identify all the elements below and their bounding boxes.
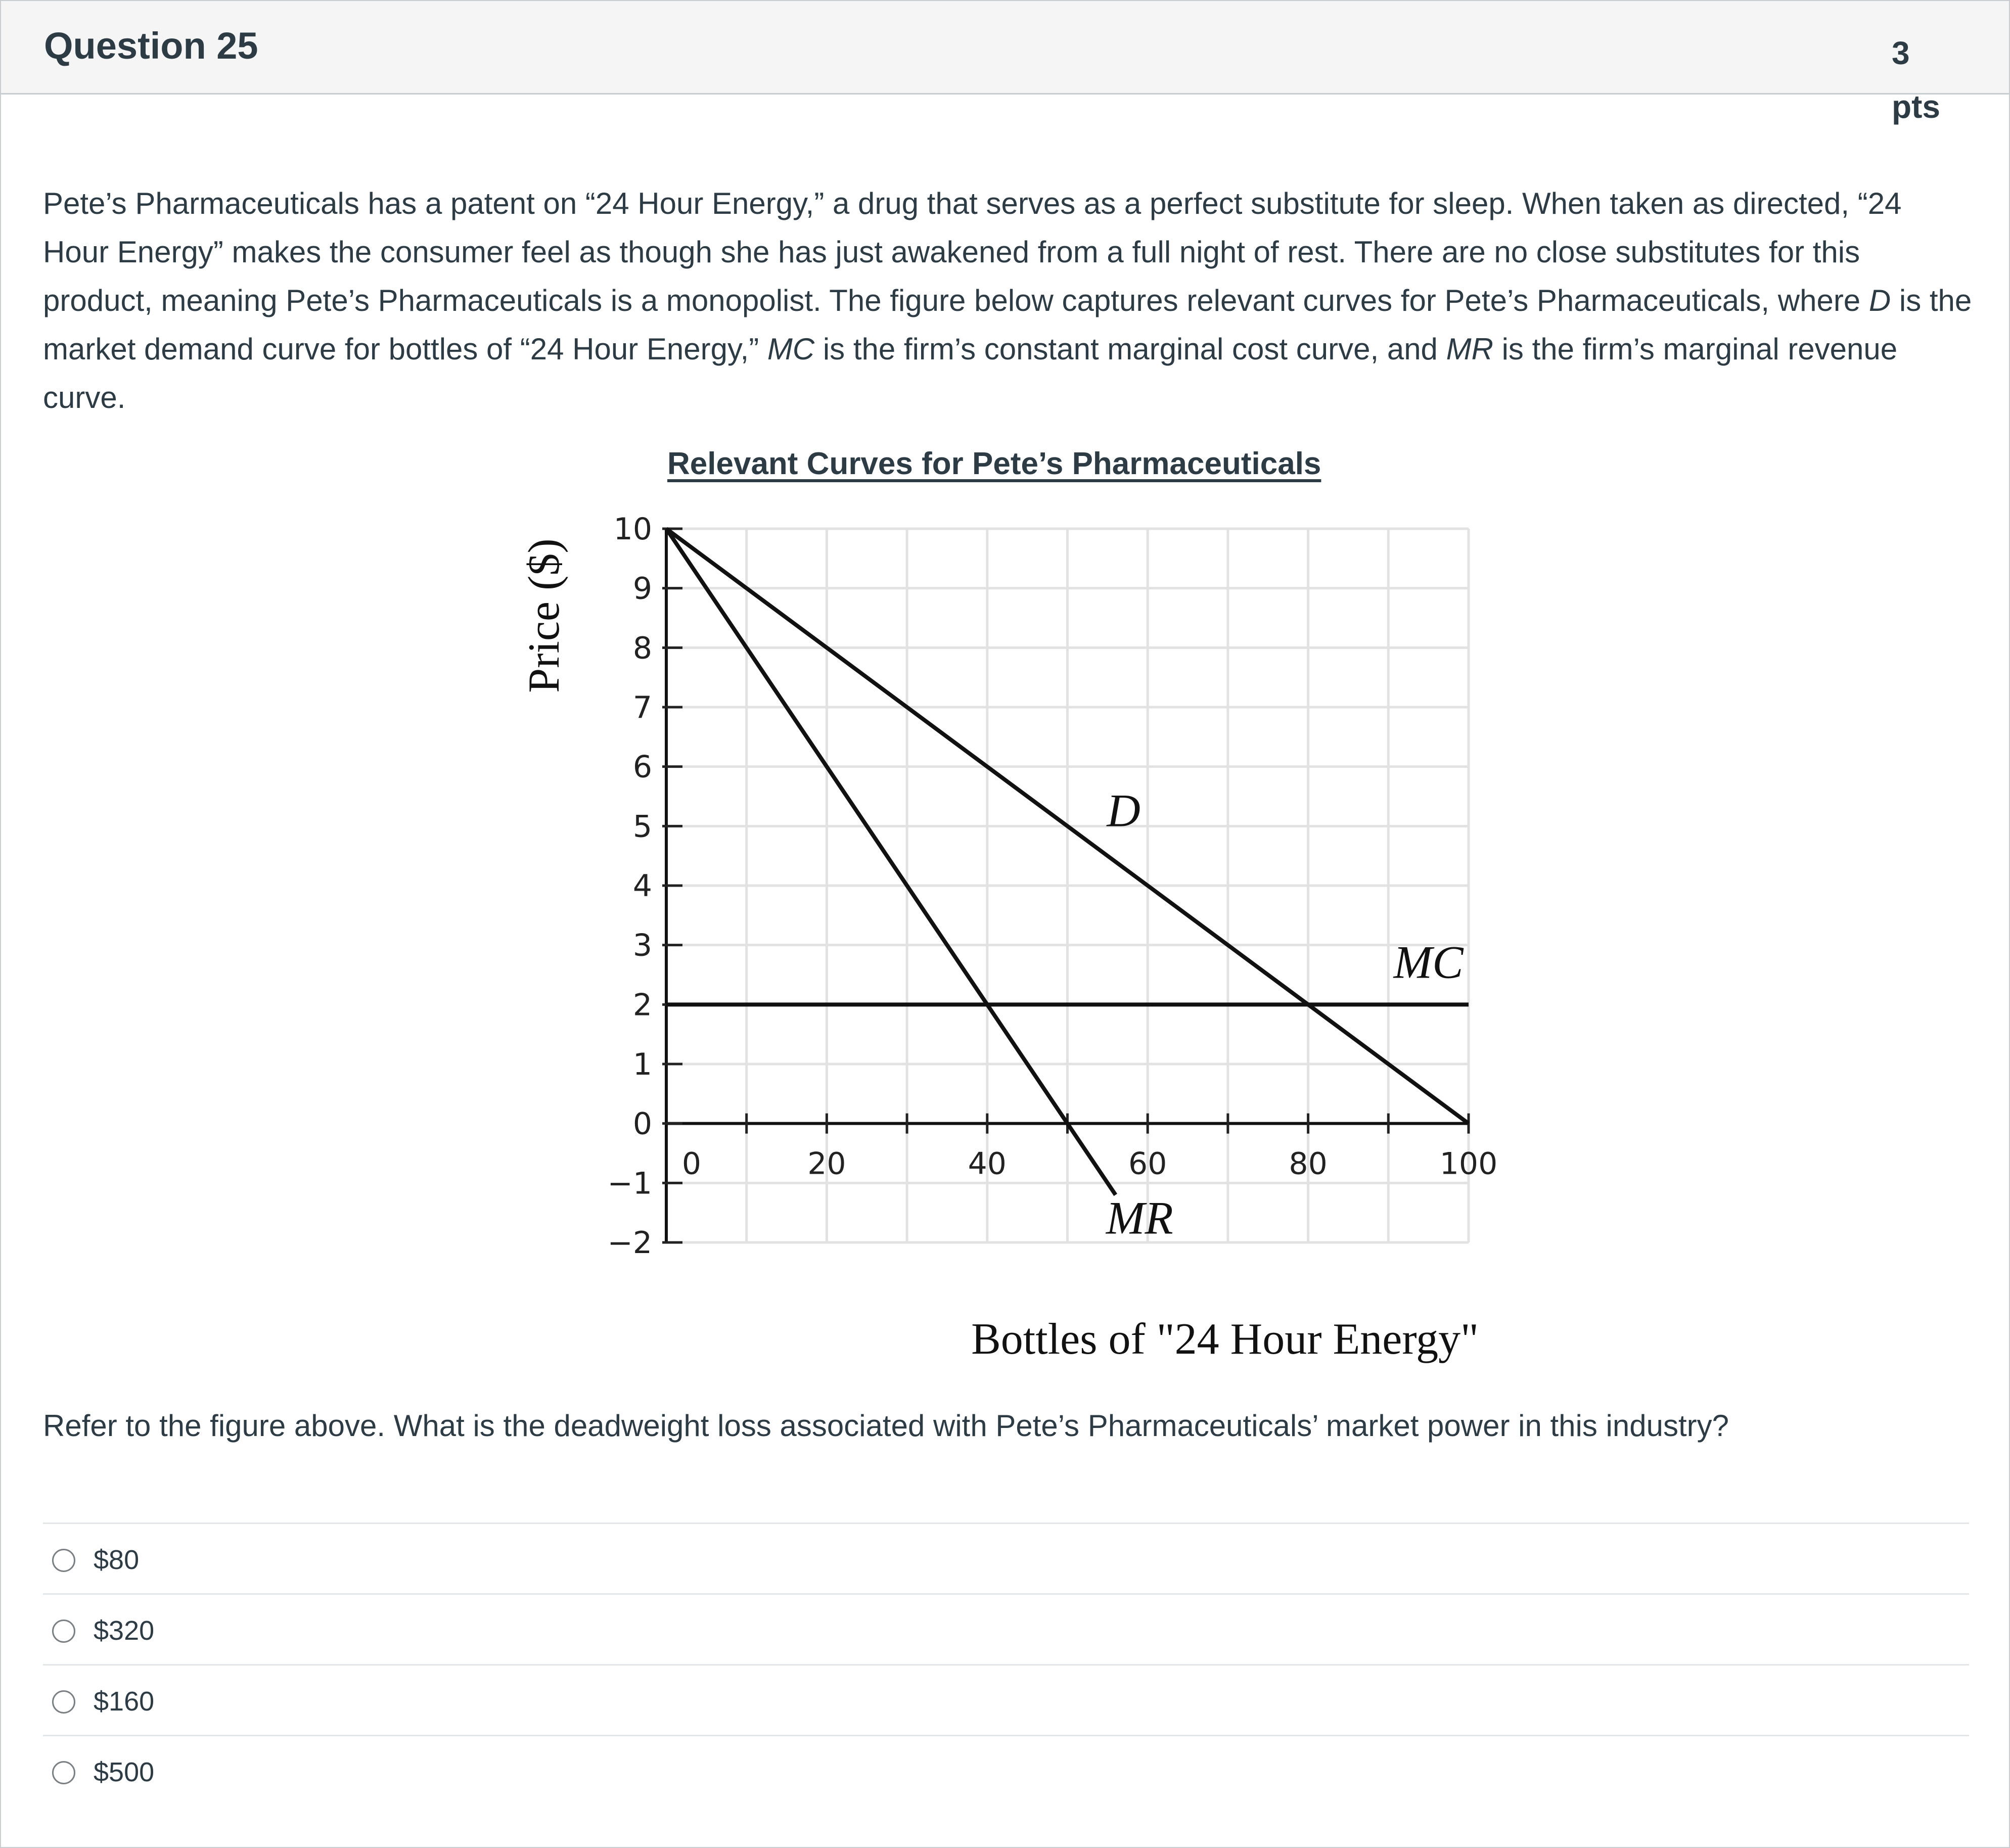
radio-button[interactable]	[52, 1549, 75, 1572]
question-text-mc: MC	[767, 332, 815, 366]
y-tick-label: 10	[613, 512, 652, 547]
points-unit: pts	[1892, 88, 1940, 125]
y-tick-label: 8	[632, 630, 652, 666]
y-tick-label: 0	[632, 1106, 652, 1142]
y-tick-label: 5	[632, 809, 652, 845]
radio-button[interactable]	[52, 1620, 75, 1643]
answer-label: $80	[94, 1545, 140, 1575]
x-tick-label: 20	[807, 1146, 846, 1182]
x-axis-label: Bottles of "24 Hour Energy"	[971, 1315, 1479, 1364]
answer-option[interactable]	[43, 1593, 1969, 1664]
y-tick-label: 2	[632, 987, 652, 1023]
answer-label: $500	[94, 1757, 155, 1787]
y-tick-label: 6	[632, 749, 652, 785]
x-tick-label: 80	[1289, 1146, 1328, 1182]
y-tick-label: 9	[632, 571, 652, 607]
question-text-part: is the firm’s constant marginal cost curve, and	[814, 332, 1446, 366]
series-label-mc: MC	[1393, 936, 1464, 988]
x-tick-label: 60	[1128, 1146, 1167, 1182]
series-line-mr	[666, 529, 1116, 1195]
question-text-part: Pete’s Pharmaceuticals has a patent on “24 Hour Energy,” a drug that serves as a perfect substitute for sleep. When taken as directed, “24 Hour Energy” makes the consumer feel as though she has just awakened from a full night of rest. There are no close substitutes for this product, meaning Pete’s Pharmaceuticals is a monopolist. The figure below captures relevant curves for Pete’s Pharmaceuticals, where	[43, 187, 1902, 317]
x-tick-label: 100	[1439, 1146, 1498, 1182]
question-prompt: Refer to the figure above. What is the deadweight loss associated with Pete’s Pharmaceuticals’ market power in this industry?	[43, 1409, 1729, 1443]
question-text-mr: MR	[1446, 332, 1493, 366]
y-tick-label: −2	[607, 1225, 652, 1261]
x-tick-label: 0	[681, 1146, 702, 1182]
answer-list	[43, 1522, 1969, 1806]
answer-option[interactable]	[43, 1522, 1969, 1593]
radio-button[interactable]	[52, 1761, 75, 1784]
y-tick-label: 1	[632, 1047, 652, 1082]
points-value: 3	[1892, 35, 1910, 71]
series-label-mr: MR	[1106, 1192, 1173, 1244]
y-tick-label: 3	[632, 928, 652, 963]
question-title: Question 25	[44, 25, 258, 67]
series-label-d: D	[1107, 784, 1140, 837]
y-tick-label: −1	[607, 1166, 652, 1202]
y-axis-label: Price ($)	[520, 538, 569, 693]
answer-option[interactable]	[43, 1735, 1969, 1806]
answer-label: $320	[94, 1615, 155, 1646]
question-text-part: is the market demand curve for bottles of “24 Hour Energy,”	[43, 284, 1972, 366]
chart-title: Relevant Curves for Pete’s Pharmaceuticals	[667, 446, 1321, 481]
question-text-d: D	[1868, 284, 1891, 317]
y-tick-label: 4	[632, 868, 652, 904]
chart-grid	[666, 529, 1469, 1242]
question-text-part: is the firm’s marginal revenue curve.	[43, 332, 1898, 414]
y-tick-label: 7	[632, 690, 652, 725]
radio-button[interactable]	[52, 1690, 75, 1714]
answer-option[interactable]	[43, 1664, 1969, 1735]
answer-label: $160	[94, 1686, 155, 1717]
x-tick-label: 40	[968, 1146, 1007, 1182]
